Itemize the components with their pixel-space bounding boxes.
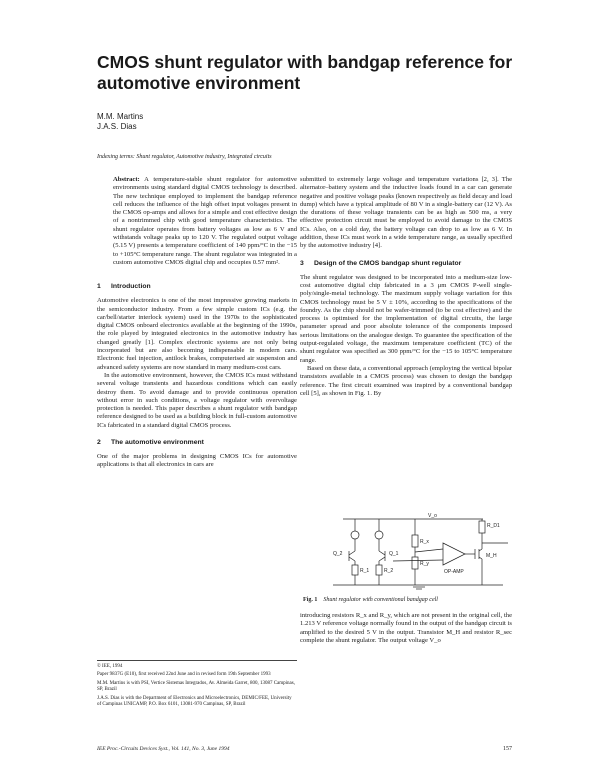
paragraph: submitted to extremely large voltage and temperature variations [2, 3]. The alternator–battery system and the inductive loads found in a car can generate negative and positive voltage peaks (known respectively as field decay and load dump) which have a typical amplitude of 80 V in a single-battery car (12 V). As the durations of these voltage transients can be as high as 500 ms, a very effective protection circuit must be employed to avoid damage to the CMOS ICs. Also, on a cold day, the battery voltage can drop to as low as 6 V. In addition, these ICs must work in a wide temperature range, as usually specified by the automotive industry [4].	[300, 176, 512, 250]
abstract	[97, 176, 297, 267]
current-source	[351, 531, 359, 539]
label-mh: M_H	[486, 553, 497, 559]
circuit-diagram	[303, 513, 513, 593]
figure-label: Fig. 1	[303, 597, 318, 603]
page-number: 157	[503, 746, 512, 752]
journal-citation: IEE Proc.-Circuits Devices Syst., Vol. 141, No. 3, June 1994	[97, 746, 230, 752]
footnotes	[97, 660, 297, 710]
label-vo: V_o	[428, 513, 437, 519]
author-list	[97, 112, 143, 132]
label-q1: Q_1	[389, 551, 399, 557]
label-r1: R_1	[360, 568, 370, 574]
copyright-note: © IEE, 1994	[97, 664, 123, 669]
section-title: Introduction	[111, 283, 151, 291]
figure-caption	[303, 597, 513, 603]
footnote: J.A.S. Dias is with the Department of Electronics and Microelectronics, DEMIC/FEE, University of Campinas UNICAMP, P.O. Box 6101, 13081-970 Campinas, SP, Brazil	[97, 695, 292, 708]
paragraph: One of the major problems in designing CMOS ICs for automotive applications is that all electronics in cars are	[97, 453, 297, 469]
resistor-rx	[412, 535, 418, 547]
abstract-text: A temperature-stable shunt regulator for automotive environments using standard digital CMOS technology is described. The new technique employed to implement the bandgap reference cell reduces the influence of the high offset input voltages present in the CMOS op-amps and allows for a simple and cost effective design of a nontrimmed chip with good temperature characteristics. The shunt regulator operates from battery voltages as low as 6 V and withstands voltage peaks up to 120 V. The regulated output voltage (5.15 V) presents a temperature coefficient of 140 ppm/°C in the −15 to +105°C temperature range. The shunt regulator was integrated in a custom automotive CMOS digital chip and occupies 0.57 mm².	[113, 176, 297, 266]
label-opamp: OP-AMP	[444, 569, 464, 575]
paper-title: CMOS shunt regulator with bandgap reference for automotive environment	[97, 52, 513, 93]
paragraph: Based on these data, a conventional approach (employing the vertical bipolar transistors available in a CMOS process) was chosen to design the bandgap reference. The first circuit examined was inspired by a conventional bandgap cell [5], as shown in Fig. 1. By	[300, 364, 512, 397]
label-r2: R_2	[384, 568, 394, 574]
resistor-ry	[412, 557, 418, 569]
section-title: Design of the CMOS bandgap shunt regulator	[314, 259, 462, 267]
section-heading	[300, 259, 512, 268]
opamp-symbol	[443, 543, 465, 565]
circuit-figure	[303, 513, 513, 593]
index-terms: Indexing terms: Shunt regulator, Automotive industry, Integrated circuits	[97, 154, 272, 160]
paragraph-after-figure: introducing resistors R_x and R_y, which are not present in the original cell, the 1.213 V reference voltage normally found in the output of the bandgap circuit is amplified to the desired 5 V in the output. Transistor M_H and resistor R_sec complete the shunt regulator. The output voltage V_o	[300, 612, 512, 644]
author-name: J.A.S. Dias	[97, 122, 137, 131]
resistor-r1	[352, 565, 358, 575]
section-heading	[97, 438, 297, 447]
section-number: 3	[300, 259, 304, 267]
label-rd1: R_D1	[487, 523, 500, 529]
section-number: 2	[97, 439, 101, 447]
label-ry: R_y	[420, 561, 429, 567]
paragraph: Automotive electronics is one of the most impressive growing markets in the semiconductor industry. From a few simple custom ICs (e.g. the car/bell/starter interlock system) used in the 1970s to the sophisticated digital CMOS onboard electronics available at the beginning of the 1990s, the role played by integrated electronics in the automotive industry has changed greatly [1]. Complex electronic systems are not only being incorporated but are also becoming indispensable in modern cars. Electronic fuel injection, antilock brakes, computerised air suspension and advanced safety systems are now standard in many medium-cost cars.	[97, 297, 297, 371]
paragraph: The shunt regulator was designed to be incorporated into a medium-size low-cost automotive digital chip fabricated in a 3 μm CMOS P-well single-poly/single-metal technology. The maximum supply voltage variation for this CMOS technology must be 5 V ± 10%, according to the specifications of the foundry. As the chip should not be wafer-trimmed (to be cost effective) and the process is optimised for the implementation of digital circuits, the large parameter spread and poor absolute tolerance of the components imposed serious limitations on the analogue design. To guarantee the specification of the output-regulated voltage, the maximum temperature coefficient (TC) of the shunt regulator was specified as 300 ppm/°C for the −15 to 105°C temperature range.	[300, 273, 512, 364]
label-rx: R_x	[420, 539, 429, 545]
label-q2: Q_2	[333, 551, 343, 557]
current-source	[375, 531, 383, 539]
section-heading	[97, 282, 297, 291]
resistor-r2	[376, 565, 382, 575]
left-column	[97, 176, 297, 470]
right-column	[300, 176, 512, 398]
footnote: M.M. Martins is with PSI, Vertice Sistemas Integrados, Av. Almeida Garret, 800, 13087 Campinas, SP, Brazil	[97, 680, 295, 693]
section-number: 1	[97, 283, 101, 291]
paragraph: In the automotive environment, however, the CMOS ICs must withstand several voltage transients and hazardous conditions which can easily destroy them. To avoid damage and to provide continuous operation without error in such conditions, a voltage regulator with overvoltage protection is needed. This paper describes a shunt regulator with bandgap reference designed to be used as a building block in full-custom automotive ICs fabricated in a standard digital CMOS process.	[97, 371, 297, 429]
footnote: Paper 9837G (E10), first received 22nd June and in revised form 19th September 1993	[97, 672, 271, 678]
author-name: M.M. Martins	[97, 112, 144, 121]
figure-caption-text: Shunt regulator with conventional bandgap cell	[323, 597, 438, 603]
section-title: The automotive environment	[111, 439, 204, 447]
abstract-label: Abstract:	[113, 176, 140, 183]
resistor-rd1	[479, 521, 485, 533]
